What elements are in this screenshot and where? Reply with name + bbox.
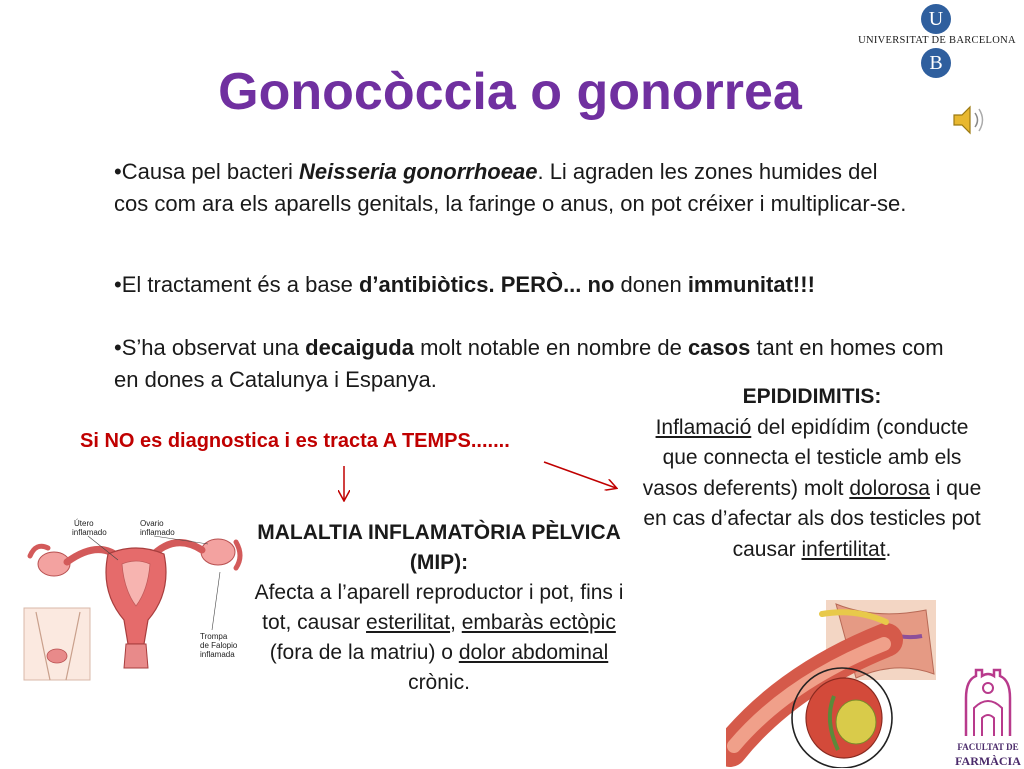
mip-ectopic: embaràs ectòpic	[461, 611, 616, 634]
mip-block	[244, 518, 634, 698]
bullet-cases-bold1: decaiguda	[305, 335, 414, 360]
epididimitis-term: Inflamació	[655, 415, 752, 439]
warning-text: Si NO es diagnostica i es tracta A TEMPS.......	[80, 430, 510, 452]
epididimitis-heading: EPIDIDIMITIS:	[742, 385, 882, 408]
label-trompa: Trompa	[200, 632, 228, 641]
bullet-treatment-bold1: d’antibiòtics. PERÒ... no	[358, 272, 615, 297]
bullet-cases-mid: molt notable en nombre de	[413, 335, 688, 360]
university-name: UNIVERSITAT DE BARCELONA	[858, 35, 1016, 46]
ub-letter-u: U	[921, 4, 951, 34]
speaker-icon[interactable]	[948, 100, 990, 140]
mip-esterilitat: esterilitat	[366, 611, 451, 634]
epididimitis-infertilitat: infertilitat	[801, 537, 886, 561]
bullet-cause	[114, 156, 914, 220]
epididimitis-text-2: i que en cas d’afectar als dos testicles pot causar	[643, 476, 982, 561]
epididimitis-text-3: .	[885, 537, 892, 561]
epididimitis-text-1: del epidídim (conducte que connecta el testicle amb els vasos deferents) molt	[642, 415, 969, 500]
mip-text-1: Afecta a l’aparell reproductor i pot, fins i tot, causar	[254, 581, 624, 634]
mip-heading: MALALTIA INFLAMATÒRIA PÈLVICA (MIP):	[257, 521, 621, 574]
bullet-treatment-pre: •El tractament és a base	[114, 272, 359, 297]
inflamed-uterus-illustration	[22, 512, 248, 682]
bullet-treatment	[114, 269, 944, 301]
bullet-cause-pre: •Causa pel bacteri	[114, 159, 300, 184]
faculty-line-1: FACULTAT DE	[957, 742, 1019, 752]
bullet-cases-post: tant en homes com en dones a Catalunya i Espanya.	[114, 335, 944, 392]
label-trompa-3: inflamada	[200, 650, 235, 659]
label-utero-2: inflamado	[72, 528, 107, 537]
label-trompa-2: de Falopio	[200, 641, 238, 650]
epididimitis-dolorosa: dolorosa	[849, 476, 930, 500]
faculty-line-2: FARMÀCIA	[955, 754, 1021, 768]
bacteria-name: Neisseria gonorrhoeae	[299, 159, 538, 184]
university-logo	[852, 2, 1022, 80]
bullet-treatment-mid: donen	[614, 272, 688, 297]
mip-text-4: crònic.	[408, 671, 470, 694]
faculty-emblem-icon	[952, 668, 1024, 740]
mip-text-2: ,	[450, 611, 462, 634]
mip-dolor: dolor abdominal	[458, 641, 609, 664]
bullet-cause-post: . Li agraden les zones humides del cos com ara els aparells genitals, la faringe o anus, on pot créixer i multiplicar-se.	[114, 159, 907, 216]
bullet-cases-pre: •S’ha observat una	[114, 335, 306, 360]
body-inset	[24, 608, 90, 680]
bullet-treatment-bold2: immunitat!!!	[687, 272, 815, 297]
label-ovario: Ovario	[140, 519, 164, 528]
label-ovario-2: inflamado	[140, 528, 175, 537]
epididymis-illustration	[726, 600, 940, 768]
label-utero: Útero	[74, 519, 94, 528]
epididimitis-block	[636, 382, 988, 565]
slide-title: Gonocòccia o gonorrea	[218, 63, 802, 121]
ub-letter-b: B	[921, 48, 951, 78]
arrow-right-to-epididimitis	[544, 462, 616, 488]
faculty-logo	[952, 668, 1024, 768]
mip-text-3: (fora de la matriu) o	[269, 641, 459, 664]
bullet-cases-bold2: casos	[687, 335, 751, 360]
